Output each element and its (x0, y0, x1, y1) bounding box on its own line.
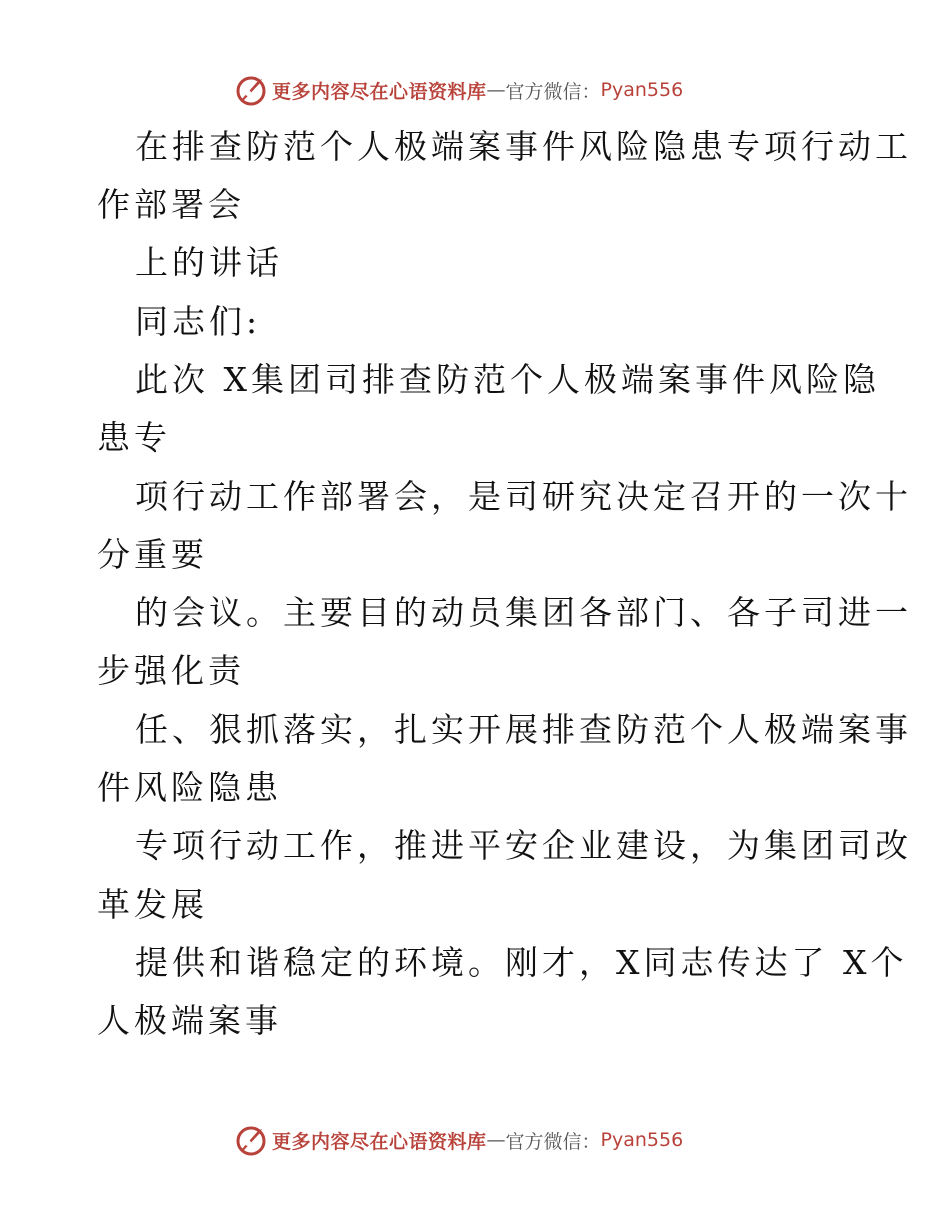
doc-text-line: 分重要 (97, 535, 208, 574)
doc-text-line: 此次 X集团司排查防范个人极端案事件风险隐 (135, 360, 880, 399)
watermark-dash: — (486, 79, 506, 101)
watermark-wechat-id: Pyan556 (600, 1129, 684, 1151)
doc-title-line-2: 作部署会 (97, 185, 245, 224)
watermark-wechat-label: 官方微信： (505, 80, 601, 103)
doc-text-line: 件风险隐患 (97, 768, 282, 807)
watermark-dash: — (486, 1129, 506, 1151)
quill-logo-icon (234, 1123, 268, 1157)
doc-salutation: 同志们: (135, 302, 262, 341)
watermark-title: 更多内容尽在心语资料库 (272, 80, 487, 103)
footer-watermark (234, 1122, 683, 1158)
watermark-wechat-label: 官方微信： (505, 1130, 601, 1153)
watermark-wechat-id: Pyan556 (600, 79, 684, 101)
header-watermark (234, 72, 683, 108)
doc-text-line: 步强化责 (97, 651, 245, 690)
doc-text-line: 人极端案事 (97, 1001, 282, 1040)
watermark-title: 更多内容尽在心语资料库 (272, 1130, 487, 1153)
doc-text-line: 提供和谐稳定的环境。刚才，X同志传达了 X个 (135, 943, 908, 982)
doc-text-line: 项行动工作部署会，是司研究决定召开的一次十 (135, 477, 912, 516)
doc-subtitle-line: 上的讲话 (135, 243, 283, 282)
doc-text-line: 革发展 (97, 885, 208, 924)
quill-logo-icon (234, 73, 268, 107)
doc-text-line: 的会议。主要目的动员集团各部门、各子司进一 (135, 593, 912, 632)
doc-title-line-1: 在排查防范个人极端案事件风险隐患专项行动工 (135, 127, 912, 166)
doc-text-line: 患专 (97, 418, 171, 457)
doc-text-line: 任、狠抓落实，扎实开展排查防范个人极端案事 (135, 710, 912, 749)
doc-text-line: 专项行动工作，推进平安企业建设，为集团司改 (135, 826, 912, 865)
